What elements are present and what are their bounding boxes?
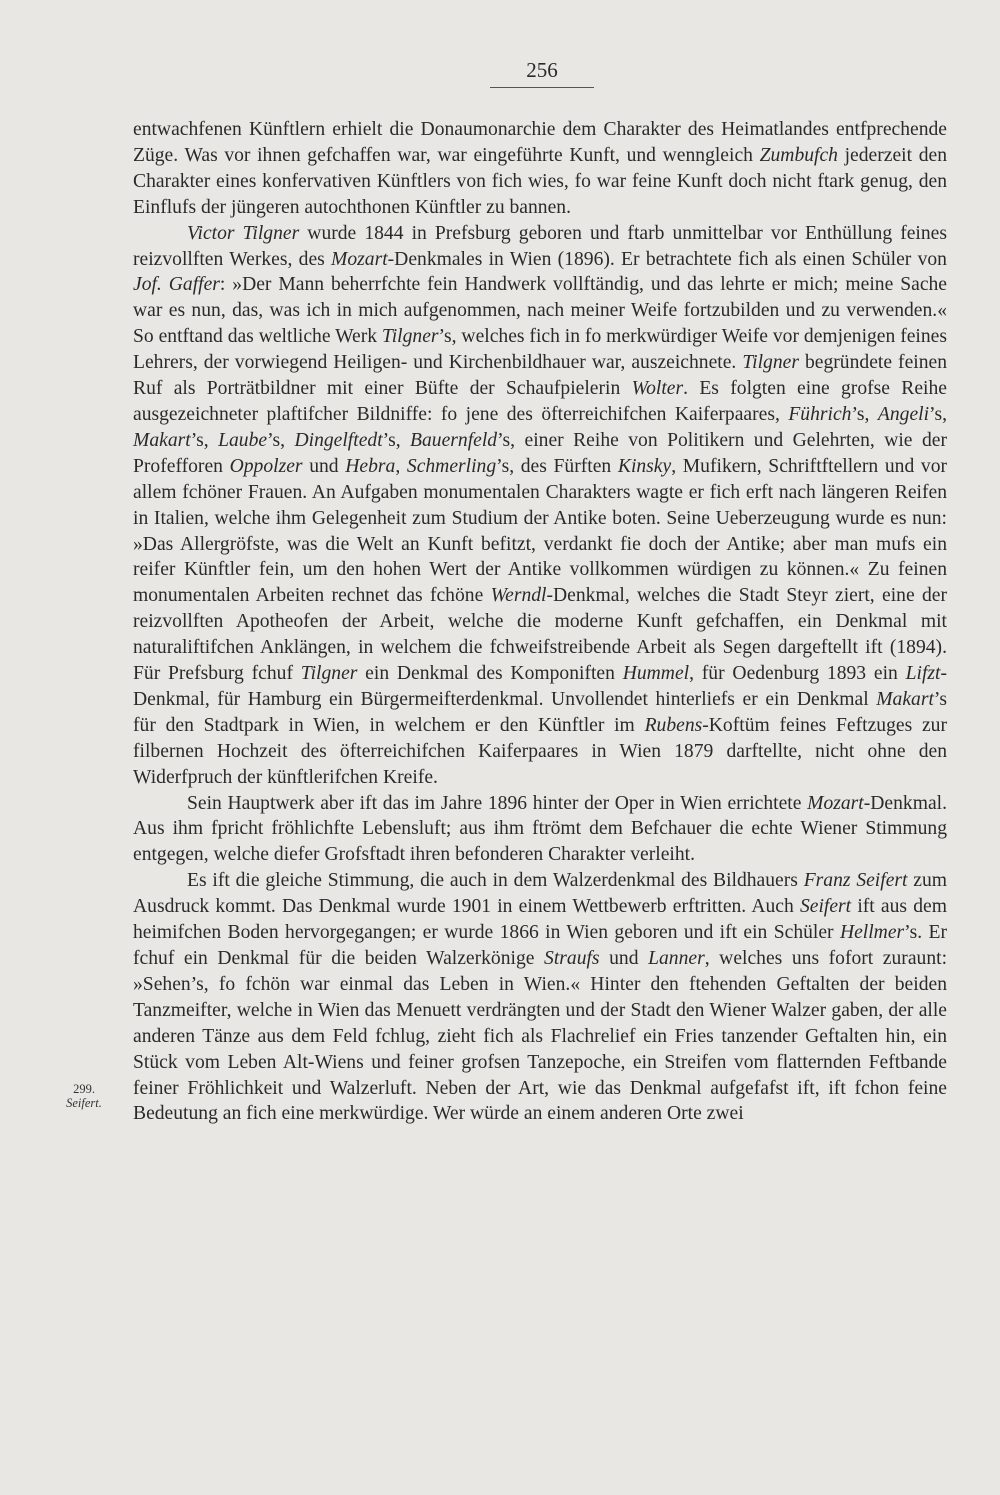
- margin-note: [44, 1082, 124, 1110]
- paragraph: Es ift die gleiche Stimmung, die auch in dem Walzerdenkmal des Bildhauers Franz Seifert zum Ausdruck kommt. Das Denkmal wurde 1901 in einem Wettbewerb erftritten. Auch Seifert ift aus dem heimifchen Boden hervorgegangen; er wurde 1866 in Wien geboren und ift ein Schüler Hellmer’s. Er fchuf ein Denkmal für die beiden Walzerkönige Straufs und Lanner, welches uns fofort zuraunt: »Sehen’s, fo fchön war einmal das Leben in Wien.« Hinter den ftehenden Geftalten der beiden Tanzmeifter, welche in Wien das Menuett verdrängten und der Stadt den Wiener Walzer gaben, der alle anderen Tänze aus dem Feld fchlug, zieht fich als Flachrelief ein Fries tanzender Geftalten hin, ein Stück vom Leben Alt-Wiens und feiner grofsen Tanzepoche, ein Streifen vom flatternden Feftbande feiner Fröhlichkeit und Walzerluft. Neben der Art, wie das Denkmal aufgefafst ift, ift fchon feine Bedeutung an fich eine merkwürdige. Wer würde an einem anderen Orte zwei: [133, 870, 948, 1125]
- paragraph: Victor Tilgner wurde 1844 in Prefsburg geboren und ftarb unmittelbar vor Enthüllung feines reizvollften Werkes, des Mozart-Denkmales in Wien (1896). Er betrachtete fich als einen Schüler von Jof. Gaffer: »Der Mann beherrfchte fein Handwerk vollftändig, und das lehrte er mich; meine Sache war es nun, das, was ich in mich aufgenommen, nach meiner Weife fortzubilden und zu verwenden.« So entftand das weltliche Werk Tilgner’s, welches fich in fo merkwürdiger Weife vor demjenigen feines Lehrers, der vorwiegend Heiligen- und Kirchenbildhauer war, auszeichnete. Tilgner begründete feinen Ruf als Porträtbildner mit einer Büfte der Schaufpielerin Wolter. Es folgten eine grofse Reihe ausgezeichneter plaftifcher Bildniffe: fo jene des öfterreichifchen Kaiferpaares, Führich’s, Angeli’s, Makart’s, Laube’s, Dingelftedt’s, Bauernfeld’s, einer Reihe von Politikern und Gelehrten, wie der Profefforen Oppolzer und Hebra, Schmerling’s, des Fürften Kinsky, Mufikern, Schriftftellern und vor allem fchöner Frauen. An Aufgaben monumentalen Charakters wagte er fich erft nach längeren Reifen in Italien, welche ihm Gelegenheit zum Studium der Antike boten. Seine Ueberzeugung wurde es nun: »Das Allergröfste, was die Welt an Kunft befitzt, verdankt fie doch der Antike; aber man mufs ein reifer Künftler fein, um den hohen Wert der Antike vollkommen würdigen zu können.« Zu feinen monumentalen Arbeiten rechnet das fchöne Werndl-Denkmal, welches die Stadt Steyr ziert, eine der reizvollften Apotheofen der Arbeit, welche die moderne Kunft gefchaffen, ein Denkmal mit naturaliftifchen Anklängen, in welchem die fchweifstreibende Arbeit als Segen dargeftellt ift (1894). Für Prefsburg fchuf Tilgner ein Denkmal des Komponiften Hummel, für Oedenburg 1893 ein Lifzt-Denkmal, für Hamburg ein Bürgermeifterdenkmal. Unvollendet hinterliefs er ein Denkmal Makart’s für den Stadtpark in Wien, in welchem er den Künftler im Rubens-Koftüm feines Feftzuges zur filbernen Hochzeit des öfterreichifchen Kaiferpaares in Wien 1879 darftellte, nicht ohne den Widerfpruch der künftlerifchen Kreife.: [133, 222, 948, 788]
- body-text: [133, 117, 947, 1127]
- margin-note-name: Seifert.: [66, 1096, 102, 1110]
- page-number: 256: [490, 58, 594, 88]
- paragraph: entwachfenen Künftlern erhielt die Donaumonarchie dem Charakter des Heimatlandes entfprechende Züge. Was vor ihnen gefchaffen war, war eingeführte Kunft, und wenngleich Zumbufch jederzeit den Charakter eines konfervativen Künftlers von fich wies, fo war feine Kunft doch nicht ftark genug, den Einflufs der jüngeren autochthonen Künftler zu bannen.: [133, 119, 947, 218]
- margin-note-number: 299.: [73, 1082, 95, 1096]
- paragraph: Sein Hauptwerk aber ift das im Jahre 1896 hinter der Oper in Wien errichtete Mozart-Denkmal. Aus ihm fpricht fröhlichfte Lebensluft; aus ihm ftrömt dem Befchauer die echte Wiener Stimmung entgegen, welche diefer Grofsftadt ihren befonderen Charakter verleiht.: [133, 792, 947, 866]
